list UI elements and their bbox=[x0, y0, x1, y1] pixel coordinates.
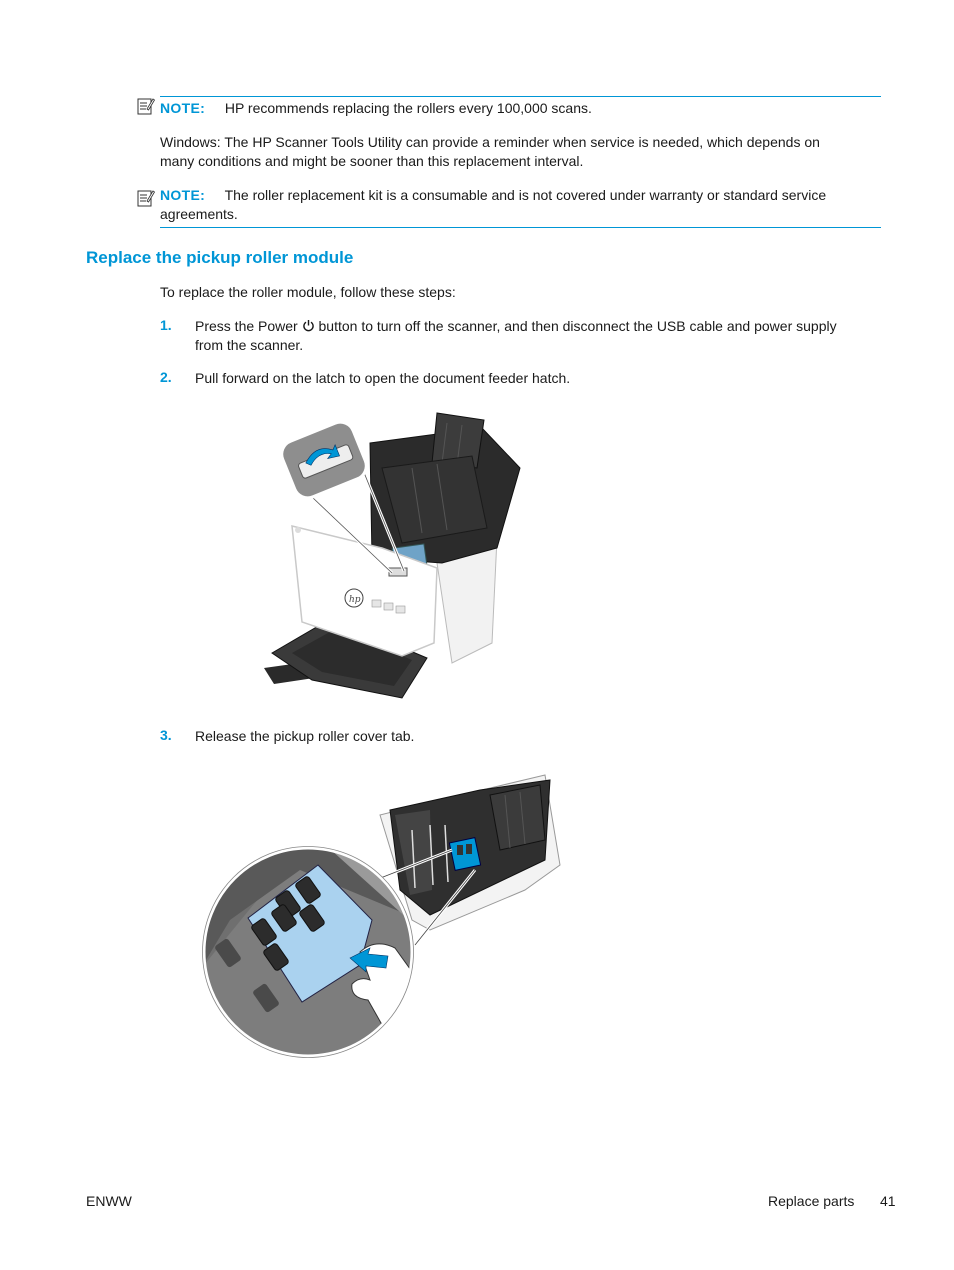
step-text-before-icon: Press the Power bbox=[195, 318, 298, 334]
note-icon bbox=[137, 97, 155, 115]
note-label: NOTE: bbox=[160, 100, 206, 116]
footer-section: Replace parts bbox=[768, 1193, 855, 1209]
note-1-body-line1: Windows: The HP Scanner Tools Utility can provide a reminder when service is needed, which depends on bbox=[160, 134, 820, 150]
step-2-text: Pull forward on the latch to open the document feeder hatch. bbox=[195, 370, 571, 386]
power-icon bbox=[302, 319, 315, 332]
note-rule-top bbox=[160, 96, 881, 97]
note-1-body-line2: many conditions and might be sooner than this replacement interval. bbox=[160, 153, 584, 169]
note-text: HP recommends replacing the rollers every 100,000 scans. bbox=[224, 100, 592, 116]
step-number: 3. bbox=[160, 727, 172, 743]
step-1-text-line2: from the scanner. bbox=[195, 337, 304, 353]
note-2 bbox=[160, 186, 826, 205]
step-1-text bbox=[195, 317, 837, 336]
step-number: 1. bbox=[160, 317, 172, 333]
scanner-open-hatch-illustration bbox=[262, 408, 532, 703]
note-1 bbox=[160, 99, 592, 118]
step-number: 2. bbox=[160, 369, 172, 385]
page-number: 41 bbox=[880, 1193, 896, 1209]
section-intro: To replace the roller module, follow these steps: bbox=[160, 284, 456, 300]
step-text-after-icon: button to turn off the scanner, and then disconnect the USB cable and power supply bbox=[318, 318, 837, 334]
note-label: NOTE: bbox=[160, 187, 206, 203]
note-2-text-line2: agreements. bbox=[160, 206, 238, 222]
step-3-text: Release the pickup roller cover tab. bbox=[195, 728, 415, 744]
note-text: The roller replacement kit is a consumable and is not covered under warranty or standard service bbox=[224, 187, 827, 203]
note-rule-bottom bbox=[160, 227, 881, 228]
footer-left: ENWW bbox=[86, 1193, 132, 1209]
note-icon bbox=[137, 189, 155, 207]
roller-cover-tab-illustration bbox=[200, 770, 565, 1062]
section-heading: Replace the pickup roller module bbox=[86, 248, 354, 267]
hp-logo: hp bbox=[349, 595, 361, 605]
